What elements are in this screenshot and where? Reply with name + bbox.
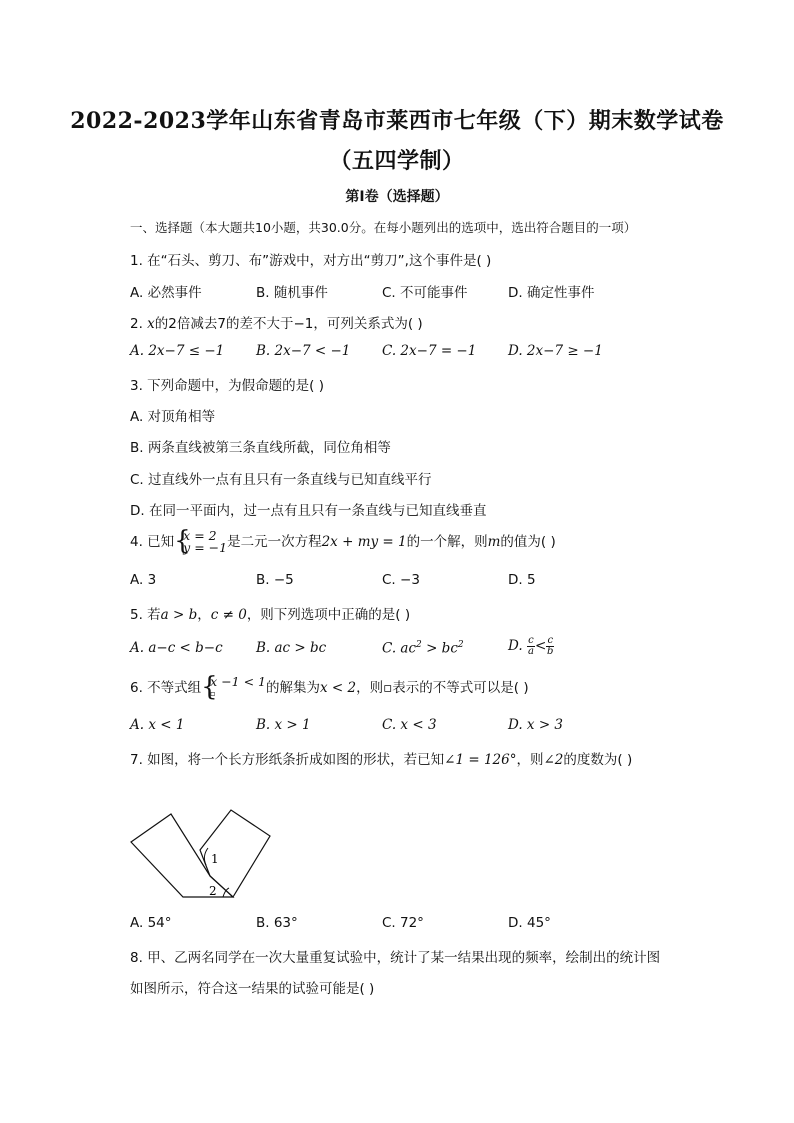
folded-strip-figure [125,805,275,905]
q4-text-1: 是二元一次方程 [227,534,322,550]
q6-inequality-system [201,676,266,700]
q6-number: 6. 不等式组 [130,680,202,696]
question-8-stem-line-2: 如图所示，符合这一结果的试验可能是( ) [130,981,375,997]
question-6-stem [130,676,529,700]
q5-frac2-denominator: b [547,646,554,657]
question-3-stem: 3. 下列命题中，为假命题的是( ) [130,378,324,394]
q6-solution: x < 2 [320,680,357,696]
exam-title-suffix: （五四学制） [329,148,465,174]
q5-option-b: B. ac > bc [256,640,327,656]
q3-option-c: C. 过直线外一点有且只有一条直线与已知直线平行 [130,472,432,488]
q2-variable: x [147,316,155,332]
q1-option-a: A. 必然事件 [130,285,202,301]
q5-separator: ， [197,607,211,623]
q7-text-3: 的度数为( ) [563,752,633,768]
section-heading: 一、选择题（本大题共10小题，共30.0分。在每小题列出的选项中，选出符合题目的一项） [130,220,637,235]
q4-option-d: D. 5 [508,572,536,588]
q5-frac1-denominator: a [527,646,534,657]
q7-text-2: ，则 [516,752,544,768]
question-7-stem [130,748,632,768]
q2-option-c: C. 2x−7 = −1 [382,343,477,359]
q2-option-b: B. 2x−7 < −1 [256,343,351,359]
q5-option-c [382,640,464,657]
q3-option-b: B. 两条直线被第三条直线所截，同位角相等 [130,440,391,456]
angle-1-arc [204,848,208,865]
q5-number: 5. 若 [130,607,161,623]
q7-option-a: A. 54° [130,915,172,931]
q6-system-line-2: ▫ [210,689,216,698]
q2-number: 2. [130,316,148,332]
q4-equation-system [174,530,227,554]
q6-text-1: 的解集为 [266,680,320,696]
q4-option-c: C. −3 [382,572,420,588]
q7-option-d: D. 45° [508,915,551,931]
q5-less-than: < [534,638,547,654]
question-2-stem [130,312,423,332]
q4-system-line-1: { x = 2 [183,528,217,543]
q6-option-b: B. x > 1 [256,717,311,733]
q7-option-c: C. 72° [382,915,424,931]
question-1-stem: 1. 在“石头、剪刀、布”游戏中，对方出“剪刀”,这个事件是( ) [130,253,492,269]
q4-system-line-2: y = −1 [183,540,228,555]
question-8-stem-line-1: 8. 甲、乙两名同学在一次大量重复试验中，统计了某一结果出现的频率，绘制出的统计图 [130,950,661,966]
q1-option-d: D. 确定性事件 [508,285,595,301]
q4-text-2: 的一个解，则 [406,534,488,550]
question-4-stem [130,530,556,554]
q5-condition-2: c ≠ 0 [210,607,247,623]
q5-option-c-exp-1: 2 [416,640,422,650]
q5-option-a: A. a−c < b−c [130,640,223,656]
q5-option-c-base: C. ac [382,640,417,657]
q4-text-3: 的值为( ) [500,534,556,550]
q5-text: ，则下列选项中正确的是( ) [246,607,411,623]
q5-option-c-exp-2: 2 [457,640,464,650]
q1-option-c: C. 不可能事件 [382,285,468,301]
question-5-stem [130,603,410,623]
q6-option-a: A. x < 1 [130,717,185,733]
q5-condition-1: a > b [160,607,198,623]
q7-asked-angle: ∠2 [543,752,564,768]
q5-option-d-label: D. [508,638,527,654]
q7-text-1: 7. 如图，将一个长方形纸条折成如图的形状，若已知 [130,752,445,768]
q7-option-b: B. 63° [256,915,298,931]
q3-option-d: D. 在同一平面内，过一点有且只有一条直线与已知直线垂直 [130,503,487,519]
q5-frac2-numerator: c [547,635,554,646]
q4-variable-m: m [487,534,501,550]
q5-fraction-c-over-b [546,636,554,657]
angle-1-label: 1 [211,852,219,866]
q5-frac1-numerator: c [528,635,534,646]
q4-equation: 2x + my = 1 [321,534,407,550]
q4-option-a: A. 3 [130,572,157,588]
exam-title: 2022-2023学年山东省青岛市莱西市七年级（下）期末数学试卷 [70,108,724,134]
paper-part-heading: 第I卷（选择题） [345,189,449,205]
q2-option-a: A. 2x−7 ≤ −1 [130,343,225,359]
q6-text-2: ，则▫表示的不等式可以是( ) [356,680,529,696]
q5-fraction-c-over-a [527,636,535,657]
angle-2-label: 2 [209,884,217,898]
q2-option-d: D. 2x−7 ≥ −1 [508,343,603,359]
q3-option-a: A. 对顶角相等 [130,409,216,425]
q1-option-b: B. 随机事件 [256,285,328,301]
q4-number: 4. 已知 [130,534,175,550]
q2-text: 的2倍减去7的差不大于−1，可列关系式为( ) [154,316,423,332]
q6-option-c: C. x < 3 [382,717,437,733]
q5-option-c-mid: > bc [421,640,458,657]
q4-option-b: B. −5 [256,572,294,588]
q7-given-angle: ∠1 = 126° [444,752,517,768]
q5-option-d [508,636,554,657]
q6-option-d: D. x > 3 [508,717,564,733]
q6-system-line-1: { x −1 < 1 [210,674,266,689]
